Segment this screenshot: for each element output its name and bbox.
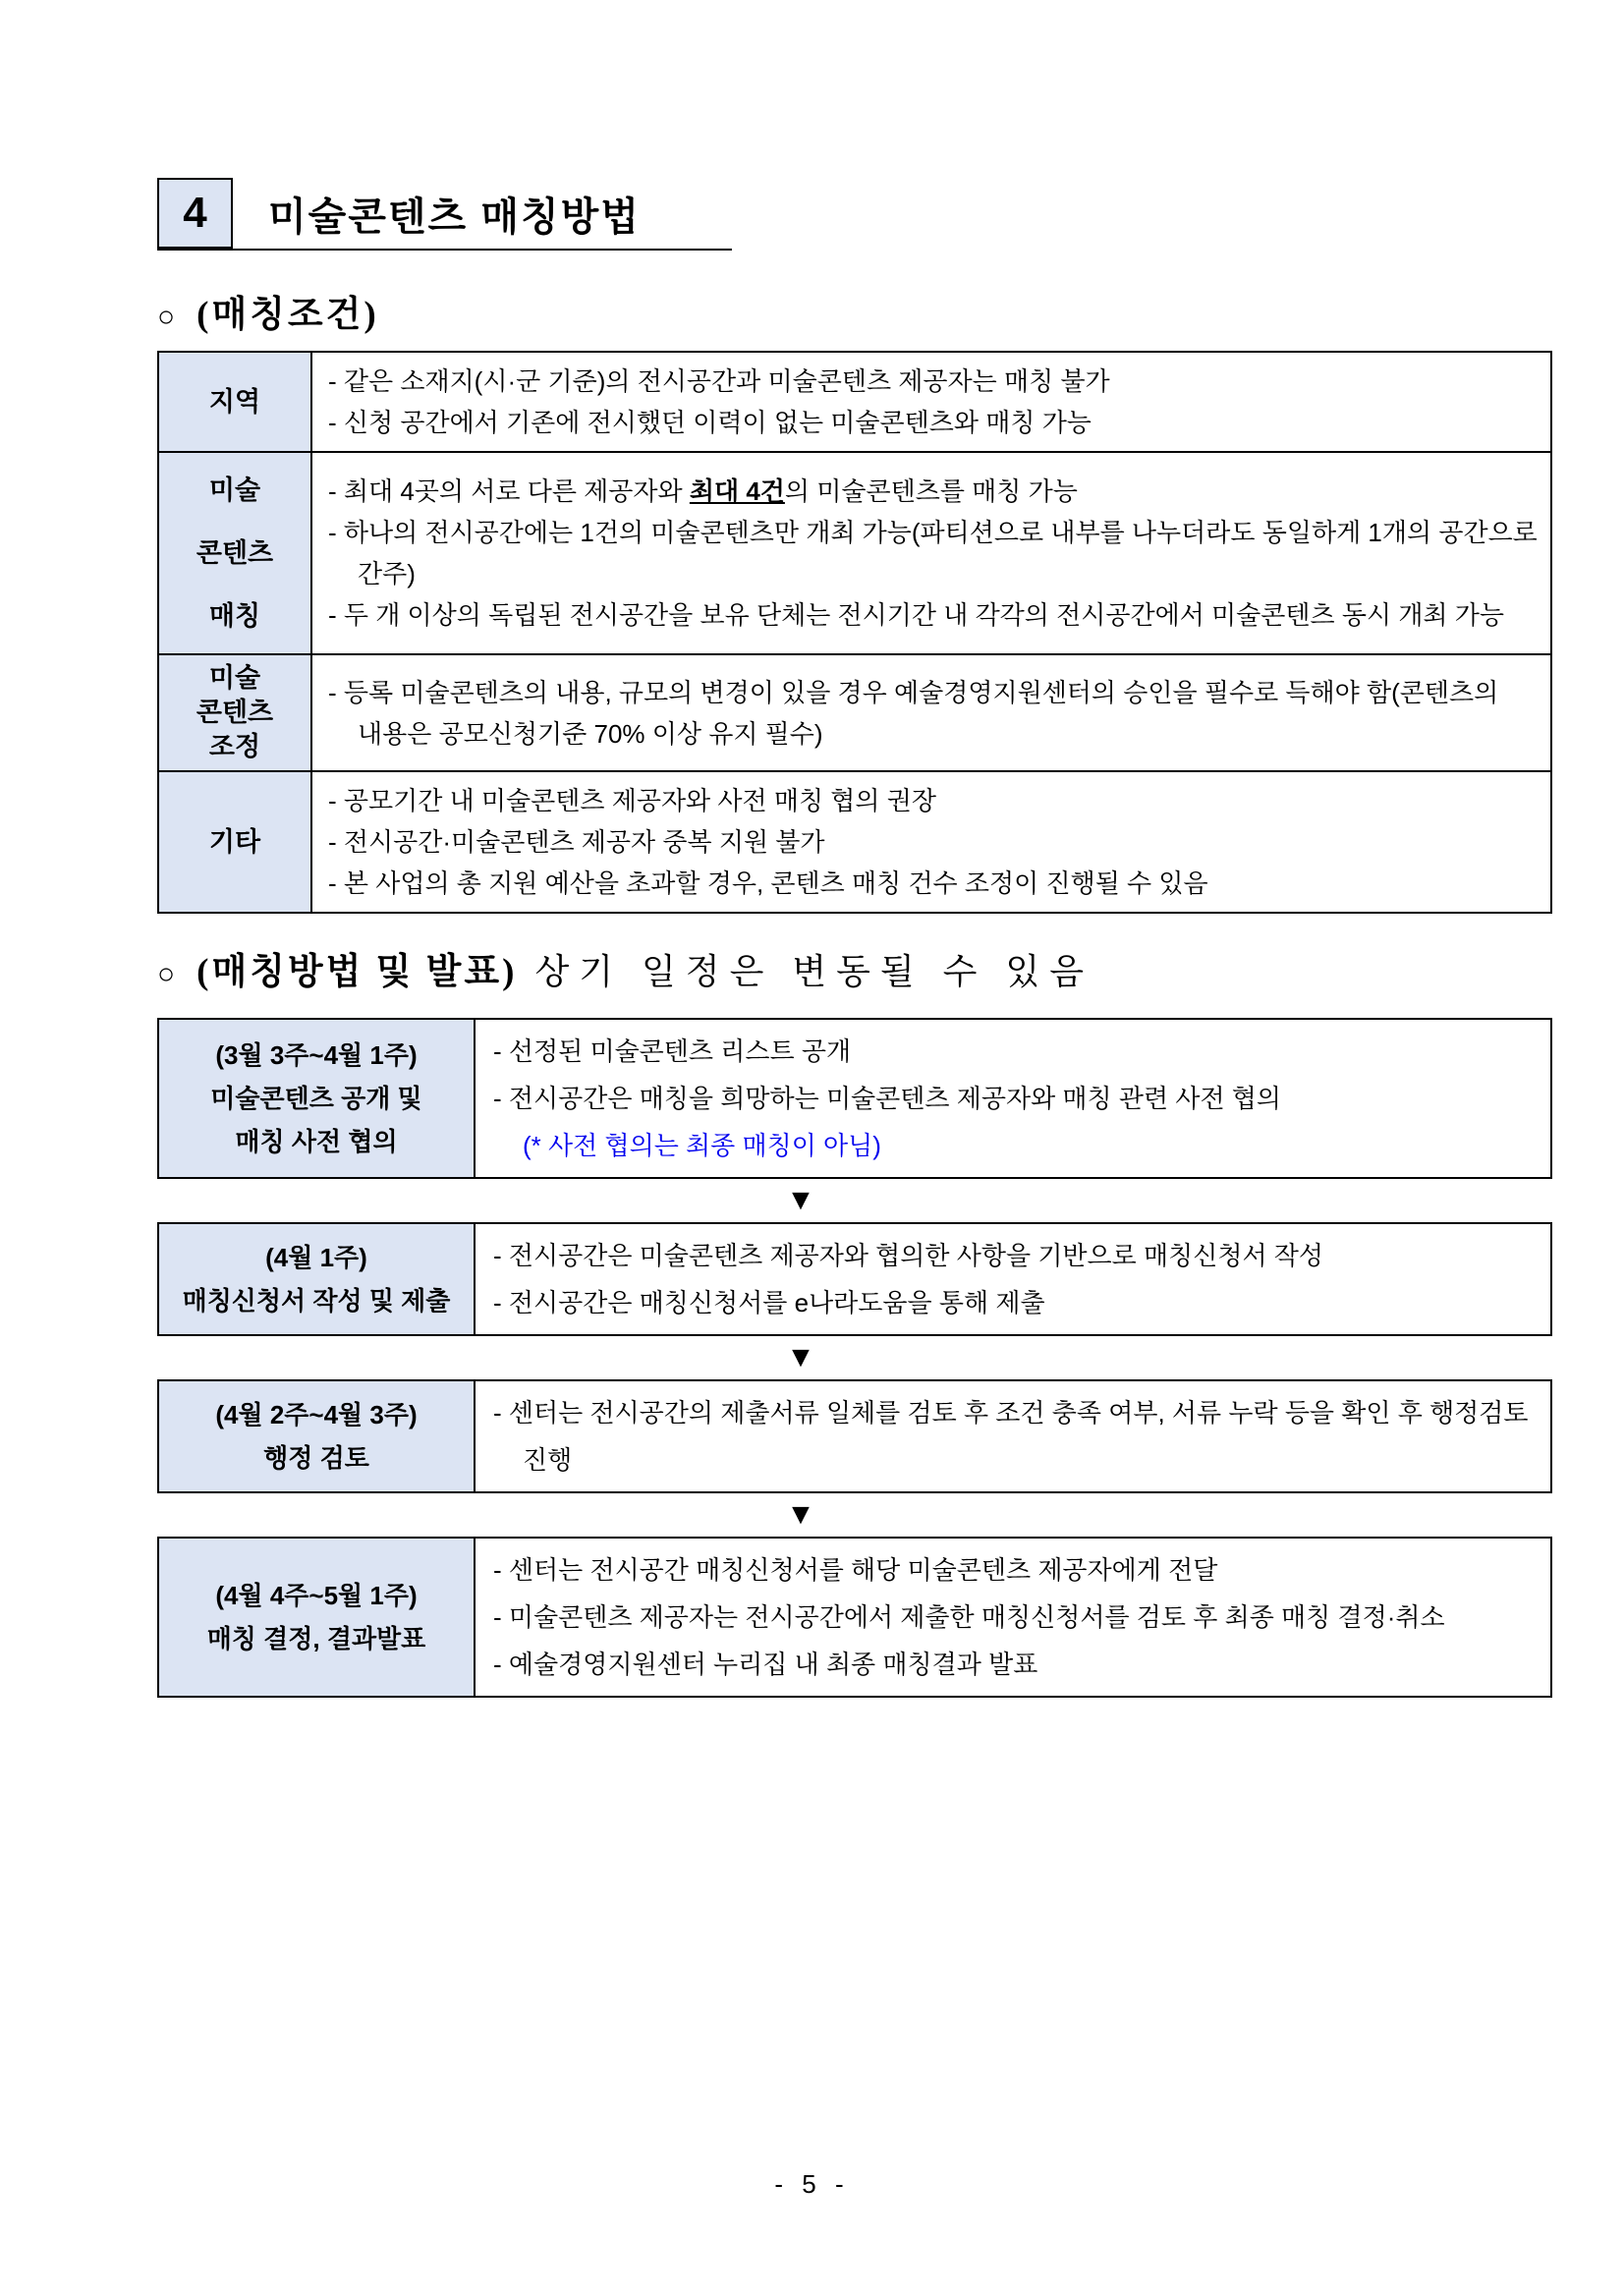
table-row-content-adjust xyxy=(158,654,1551,771)
bullet-item: - 공모기간 내 미술콘텐츠 제공자와 사전 매칭 협의 권장 xyxy=(328,786,936,815)
bullet-item: - 센터는 전시공간의 제출서류 일체를 검토 후 조건 충족 여부, 서류 누락 등을 확인 후 행정검토 진행 xyxy=(493,1398,1529,1475)
flow-arrow-icon: ▼ xyxy=(786,1184,815,1216)
bullet-item: - 최대 4곳의 서로 다른 제공자와 최대 4건의 미술콘텐츠를 매칭 가능 xyxy=(328,476,1078,506)
bullet-item: - 같은 소재지(시·군 기준)의 전시공간과 미술콘텐츠 제공자는 매칭 불가 xyxy=(328,366,1110,396)
section-number-box xyxy=(157,178,233,249)
schedule-heading-label: (매칭방법 및 발표) xyxy=(196,952,518,992)
flow-arrow-icon: ▼ xyxy=(786,1341,815,1373)
row-content-etc xyxy=(311,771,1551,913)
bullet-item: - 전시공간은 미술콘텐츠 제공자와 협의한 사항을 기반으로 매칭신청서 작성 xyxy=(493,1241,1324,1270)
bullet-item: - 예술경영지원센터 누리집 내 최종 매칭결과 발표 xyxy=(493,1650,1038,1679)
table-row-etc xyxy=(158,771,1551,913)
bullet-item: - 전시공간은 매칭을 희망하는 미술콘텐츠 제공자와 매칭 관련 사전 협의 xyxy=(493,1084,1282,1113)
bullet-item: - 본 사업의 총 지원 예산을 초과할 경우, 콘텐츠 매칭 건수 조정이 진행될 수 있음 xyxy=(328,868,1208,898)
step-1-label: (3월 3주~4월 1주) 미술콘텐츠 공개 및 매칭 사전 협의 xyxy=(158,1019,475,1178)
blue-note: (* 사전 협의는 최종 매칭이 아님) xyxy=(523,1131,881,1160)
row-content-content-matching xyxy=(311,452,1551,654)
bullet-item: - 전시공간은 매칭신청서를 e나라도움을 통해 제출 xyxy=(493,1288,1045,1317)
step-1-content xyxy=(475,1019,1551,1178)
section-header xyxy=(157,0,732,251)
conditions-heading xyxy=(157,284,1552,337)
step-4-label: (4월 4주~5월 1주) 매칭 결정, 결과발표 xyxy=(158,1538,475,1697)
matching-conditions-table xyxy=(157,351,1552,914)
flow-arrow-icon: ▼ xyxy=(786,1498,815,1531)
step-3-content xyxy=(475,1380,1551,1492)
bullet-item: - 등록 미술콘텐츠의 내용, 규모의 변경이 있을 경우 예술경영지원센터의 승인을 필수로 득해야 함(콘텐츠의 내용은 공모신청기준 70% 이상 유지 필수) xyxy=(328,677,1499,749)
emphasis-max-4: 최대 4건 xyxy=(689,476,785,506)
row-label-etc: 기타 xyxy=(158,771,311,913)
schedule-step-2 xyxy=(157,1222,1552,1336)
row-label-region: 지역 xyxy=(158,352,311,452)
bullet-item: - 신청 공간에서 기존에 전시했던 이력이 없는 미술콘텐츠와 매칭 가능 xyxy=(328,408,1092,437)
step-4-content xyxy=(475,1538,1551,1697)
bullet-item: - 선정된 미술콘텐츠 리스트 공개 xyxy=(493,1036,852,1066)
page-number: - 5 - xyxy=(774,2169,850,2199)
circle-bullet-icon: ○ xyxy=(157,301,176,333)
schedule-heading-note: 상기 일정은 변동될 수 있음 xyxy=(534,952,1094,991)
bullet-item: - 두 개 이상의 독립된 전시공간을 보유 단체는 전시기간 내 각각의 전시공간에서 미술콘텐츠 동시 개최 가능 xyxy=(328,600,1505,630)
bullet-item: - 하나의 전시공간에는 1건의 미술콘텐츠만 개최 가능(파티션으로 내부를 나누더라도 동일하게 1개의 공간으로 간주) xyxy=(328,518,1538,588)
table-row-content-matching xyxy=(158,452,1551,654)
table-row-region xyxy=(158,352,1551,452)
bullet-item: - 미술콘텐츠 제공자는 전시공간에서 제출한 매칭신청서를 검토 후 최종 매칭 결정·취소 xyxy=(493,1602,1445,1632)
step-3-label: (4월 2주~4월 3주) 행정 검토 xyxy=(158,1380,475,1492)
step-2-label: (4월 1주) 매칭신청서 작성 및 제출 xyxy=(158,1223,475,1335)
row-content-region xyxy=(311,352,1551,452)
schedule-step-1 xyxy=(157,1018,1552,1179)
bullet-item: - 센터는 전시공간 매칭신청서를 해당 미술콘텐츠 제공자에게 전달 xyxy=(493,1555,1218,1585)
schedule-step-4 xyxy=(157,1537,1552,1698)
section-title: 미술콘텐츠 매칭방법 xyxy=(268,195,641,239)
conditions-heading-label: (매칭조건) xyxy=(196,295,379,335)
circle-bullet-icon: ○ xyxy=(157,958,176,990)
row-content-content-adjust xyxy=(311,654,1551,771)
schedule-step-3 xyxy=(157,1379,1552,1493)
bullet-item: - 전시공간·미술콘텐츠 제공자 중복 지원 불가 xyxy=(328,827,825,857)
section-number: 4 xyxy=(183,189,207,237)
row-label-content-matching: 미술 콘텐츠 매칭 xyxy=(158,452,311,654)
schedule-heading xyxy=(157,941,1552,994)
row-label-content-adjust: 미술 콘텐츠 조정 xyxy=(158,654,311,771)
step-2-content xyxy=(475,1223,1551,1335)
